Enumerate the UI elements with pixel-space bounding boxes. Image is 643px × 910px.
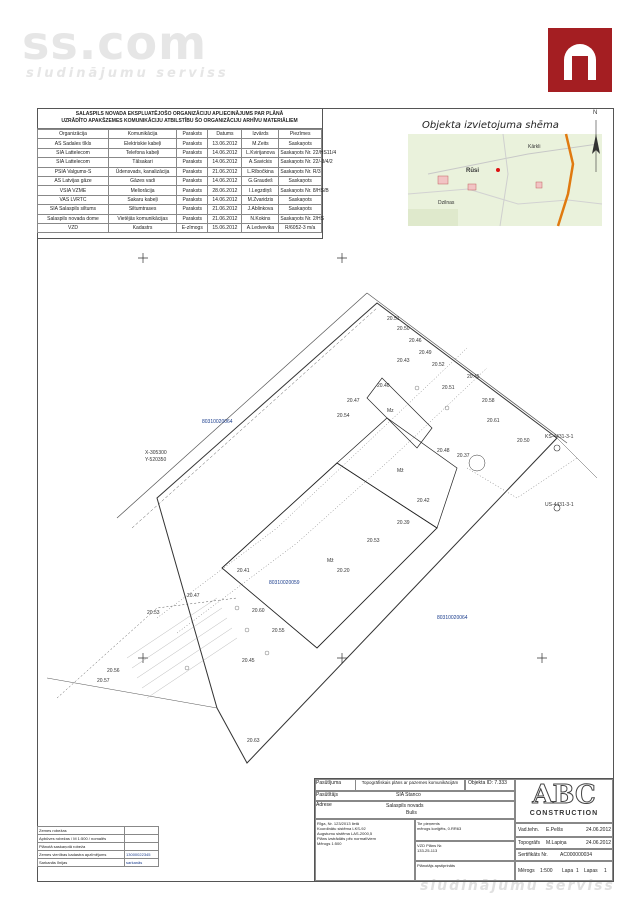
elevation-label: 20.53 <box>367 538 380 544</box>
approval-cell: 14.06.2012 <box>208 158 242 167</box>
elevation-label: 20.52 <box>432 362 445 368</box>
column-header: Piezīmes <box>279 130 322 139</box>
coordinate-label: Y-520350 <box>145 457 167 463</box>
company-name: ABC <box>532 780 596 810</box>
approvals-columns <box>38 130 322 139</box>
approval-cell: 14.06.2012 <box>208 176 242 185</box>
approval-row <box>38 223 322 232</box>
elevation-label: 20.50 <box>397 326 410 332</box>
column-header: Komunikācija <box>109 130 177 139</box>
scale-row: Mērogs 1:500 Lapa 1 Lapas 1 <box>515 861 613 881</box>
site-logo-icon[interactable] <box>548 28 612 92</box>
scheme-label: Dzilnas <box>438 200 455 206</box>
site-name: Bulis <box>406 810 417 816</box>
approval-cell: Saskaņots Nr. 8/HS/B <box>280 187 329 194</box>
elevation-label: 20.40 <box>377 383 390 389</box>
registration-cell: Tie pieņemts mērogs koriģēts, 0.RR63 <box>415 819 515 841</box>
approval-cell: Kadastrs <box>109 223 177 232</box>
serial-row: Sertifikāts Nr. AC000000034 <box>515 849 613 861</box>
elevation-label: 20.49 <box>419 350 432 356</box>
approval-cell: 21.06.2012 <box>208 167 242 176</box>
legend-label: Apbūves robežas / M 1:500 / nomalēs <box>38 835 125 843</box>
north-label: N <box>593 110 598 116</box>
approval-row <box>38 167 322 176</box>
legend-row <box>38 851 159 859</box>
approval-cell: Tālsakari <box>109 158 177 167</box>
approval-cell: Meliorācija <box>109 186 177 195</box>
elevation-label: 20.50 <box>517 438 530 444</box>
scheme-label: Kārkli <box>528 144 541 150</box>
building-mark: Mž <box>327 558 334 564</box>
approval-cell: 21.06.2012 <box>208 205 242 214</box>
notes-cell <box>315 819 415 881</box>
legend-sample <box>125 835 159 843</box>
approval-cell: Saskaņots Nr. 22/HS11/4 <box>280 149 337 156</box>
approval-row <box>38 186 322 195</box>
staff-row: Vad.tehn. E.Pelšs 24.06.2012 <box>515 823 613 837</box>
legend <box>37 826 159 867</box>
approval-cell: Paraksts <box>177 214 208 223</box>
title-type-cell: Pasūtījuma <box>315 779 515 791</box>
legend-label: Zemes robežas <box>38 827 125 835</box>
approval-cell: Telefona kabeļi <box>109 148 177 157</box>
approval-cell: Paraksts <box>177 148 208 157</box>
region-name: Salaspils novads <box>386 803 424 809</box>
approval-cell: G.Graudeš <box>242 176 279 185</box>
elevation-label: 20.37 <box>457 453 470 459</box>
north-arrow-icon <box>588 114 604 174</box>
approval-row <box>38 205 322 214</box>
approval-cell: 14.06.2012 <box>208 148 242 157</box>
title-block <box>314 778 614 882</box>
watermark-brand: ss.com <box>22 16 208 70</box>
elevation-label: 20.53 <box>147 610 160 616</box>
approval-row <box>38 148 322 157</box>
elevation-label: 20.57 <box>97 678 110 684</box>
approval-row <box>38 158 322 167</box>
approval-cell: Saskaņots <box>279 205 322 214</box>
column-header: Datums <box>208 130 242 139</box>
elevation-label: 20.55 <box>272 628 285 634</box>
approval-cell: Paraksts <box>177 167 208 176</box>
approval-cell: AS Latvijas gāze <box>38 176 109 185</box>
approval-cell: Saskaņots Nr. 22/-3/4/2 <box>280 159 333 166</box>
approvals-header: SALASPILS NOVADA EKSPLUATĒJOŠO ORGANIZĀCIJU APLIECINĀJUMS PAR PLĀNĀ UZRĀDĪTO APAKŠZEMES KOMUNIKĀCIJU ATBILSTĪBU ŠO ORGANIZĀCIJU ARHĪVU MATERIĀLIEM <box>37 108 322 129</box>
approval-cell: Saskaņots <box>279 176 322 185</box>
approval-cell: Elektriskie kabeļi <box>109 139 177 148</box>
elevation-label: 20.54 <box>337 413 350 419</box>
elevation-label: 20.47 <box>187 593 200 599</box>
approval-cell: 21.06.2012 <box>208 214 242 223</box>
approval-cell: Sakaru kabeļi <box>109 195 177 204</box>
column-header: Izvārds <box>242 130 279 139</box>
parcel-number-east: 80310020064 <box>437 615 468 621</box>
scheme-label: Rūsi <box>466 168 480 174</box>
approval-cell: M.Zeits <box>242 139 279 148</box>
note-line: Mērogs 1:500 <box>317 841 342 846</box>
staff-row: Topogrāfs M.Lapiņa 24.06.2012 <box>515 837 613 849</box>
column-header: Paraksts <box>177 130 208 139</box>
legend-sample: sarkanās <box>125 859 159 867</box>
approval-cell: Paraksts <box>177 176 208 185</box>
note-line: Rīga, Nr. 123/2013 lietā <box>317 821 360 826</box>
approval-cell: VAS LVRTC <box>38 195 109 204</box>
note-line: Koordinātu sistēma LKS-92 <box>317 826 366 831</box>
legend-row <box>38 835 159 843</box>
legend-row <box>38 843 159 851</box>
approval-cell: A.Ledvevika <box>242 223 279 232</box>
approval-cell: PSIA Valgums-S <box>38 167 109 176</box>
elevation-label: 20.63 <box>247 738 260 744</box>
approval-cell: Paraksts <box>177 195 208 204</box>
elevation-label: 20.46 <box>409 338 422 344</box>
company-subtitle: CONSTRUCTION <box>529 810 599 817</box>
legend-sample <box>125 827 159 835</box>
approval-cell: Saskaņots <box>279 195 322 204</box>
title-type-value: Topogrāfiskais plāns ar pazemes komunikācijām <box>355 779 465 791</box>
elevation-label: 20.45 <box>242 658 255 664</box>
parcel-number-north: 80310020064 <box>202 419 233 425</box>
approval-cell: Paraksts <box>177 186 208 195</box>
approval-cell: M.Zvaridzis <box>242 195 279 204</box>
approval-cell: Ūdensvads, kanalizācija <box>109 167 177 176</box>
well-label: US-4431-3-1 <box>545 502 574 508</box>
approval-cell: 15.06.2012 <box>208 223 242 232</box>
vzd-cell: VZD Plāns Nr. 133-25-113 <box>415 841 515 861</box>
object-id: Objekta ID: 7.333 <box>465 779 515 791</box>
approval-cell: R/6052-3 m/a <box>279 223 322 232</box>
approval-cell: L.Rībočkina <box>242 167 279 176</box>
survey-plan <box>37 238 612 783</box>
approval-row <box>38 176 322 185</box>
approval-cell: A.Savickis <box>242 158 279 167</box>
approval-cell: Paraksts <box>177 158 208 167</box>
elevation-label: 20.56 <box>107 668 120 674</box>
approval-cell: J.Ablinkova <box>242 205 279 214</box>
approval-cell: SIA Lattelecom <box>38 148 109 157</box>
approval-cell: Salaspils novada dome <box>38 214 109 223</box>
approval-cell: 13.06.2012 <box>208 139 242 148</box>
legend-label: Zemes vienības kadastra apzīmējums <box>38 851 125 859</box>
elevation-label: 20.51 <box>387 316 400 322</box>
vzd2-cell: Plānotājs apstiprināts <box>415 861 515 881</box>
location-cell: Adrese Salaspils novads Bulis <box>315 801 515 819</box>
elevation-label: 20.42 <box>417 498 430 504</box>
legend-label: Sarkanās līnijas <box>38 859 125 867</box>
scheme-title: Objekta izvietojuma shēma <box>422 120 559 131</box>
company-logo <box>515 779 613 823</box>
approval-cell: Paraksts <box>177 139 208 148</box>
elevation-label: 20.47 <box>347 398 360 404</box>
legend-sample: 13000022345 <box>125 851 159 859</box>
watermark-tagline: sludinājumu serviss <box>26 66 229 81</box>
approval-row <box>38 195 322 204</box>
approval-cell: L.Kvirijanova <box>242 148 279 157</box>
elevation-label: 20.41 <box>237 568 250 574</box>
legend-sample <box>125 843 159 851</box>
well-label: KS-4431-3-1 <box>545 434 574 440</box>
approval-cell: Saskaņots <box>279 139 322 148</box>
client-cell: Pasūtītājs SIA Stanco <box>315 791 515 801</box>
scheme-map-drawing <box>408 134 602 226</box>
location-scheme <box>406 112 606 232</box>
approvals-table <box>37 108 337 239</box>
approval-cell: Paraksts <box>177 205 208 214</box>
watermark-tagline-bottom: sludinājumu serviss <box>420 878 615 894</box>
elevation-label: 20.45 <box>467 374 480 380</box>
approval-cell: Saskaņots Nr. R/3 <box>280 168 321 175</box>
legend-row <box>38 827 159 835</box>
approval-cell: SIA Salaspils siltums <box>38 205 109 214</box>
approval-row <box>38 139 322 148</box>
approval-cell: Gāzes vadi <box>109 176 177 185</box>
approval-cell: Saskaņots Nr. 2/HS <box>280 215 325 222</box>
survey-plan-drawing <box>37 238 612 778</box>
approval-cell: I.Legzdiņš <box>242 186 279 195</box>
scheme-map <box>408 134 602 226</box>
coordinate-label: X-305300 <box>145 450 167 456</box>
note-line: Augstumu sistēma LAS-2000,5 <box>317 831 373 836</box>
elevation-label: 20.20 <box>337 568 350 574</box>
elevation-label: 20.51 <box>442 385 455 391</box>
approval-cell: 14.06.2012 <box>208 195 242 204</box>
building-mark: Mž <box>397 468 404 474</box>
building-mark: Mz <box>387 408 394 414</box>
approval-cell: E-zīmogs <box>177 223 208 232</box>
approval-cell: VSIA VZME <box>38 186 109 195</box>
column-header: Organizācija <box>38 130 109 139</box>
legend-row <box>38 859 159 867</box>
approval-cell: AS Sadales tīkls <box>38 139 109 148</box>
elevation-label: 20.39 <box>397 520 410 526</box>
approval-cell: Vietējās komunikācijas <box>109 214 177 223</box>
approval-row <box>38 214 322 223</box>
elevation-label: 20.60 <box>252 608 265 614</box>
elevation-label: 20.48 <box>437 448 450 454</box>
approval-cell: N.Kokins <box>242 214 279 223</box>
elevation-label: 20.58 <box>482 398 495 404</box>
client-name: SIA Stanco <box>396 792 421 798</box>
approval-cell: SIA Lattelecom <box>38 158 109 167</box>
approval-cell: Siltumtrases <box>109 205 177 214</box>
approval-cell: VZD <box>38 223 109 232</box>
approval-cell: 28.06.2012 <box>208 186 242 195</box>
note-line: Plāns izstrādāts pēc normatīviem <box>317 836 376 841</box>
elevation-label: 20.61 <box>487 418 500 424</box>
parcel-number-main: 80310020059 <box>269 580 300 586</box>
elevation-label: 20.43 <box>397 358 410 364</box>
legend-label: Plānotā saskaņotā robeža <box>38 843 125 851</box>
